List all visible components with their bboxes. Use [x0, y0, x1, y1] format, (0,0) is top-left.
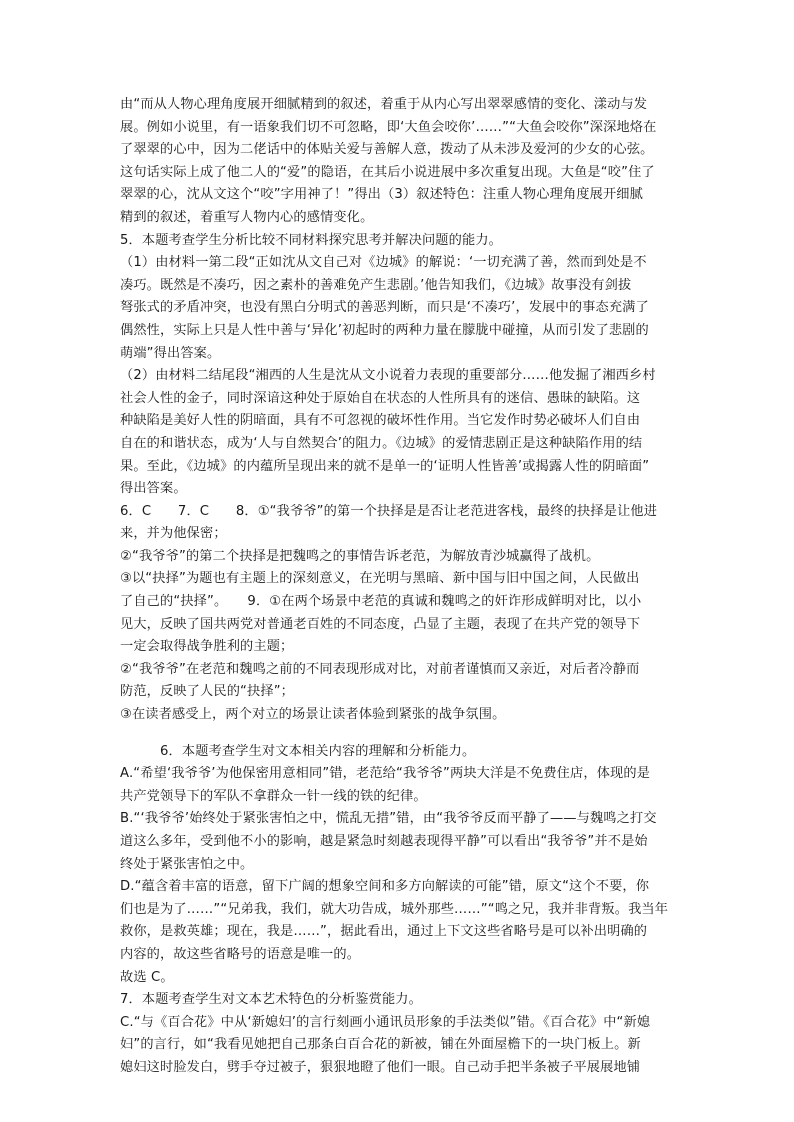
- text-line: 共产党领导下的军队不拿群众一针一线的铁的纪律。: [120, 788, 427, 804]
- text-line: C.“与《百合花》中从‘新媳妇’的言行刻画小通讯员形象的手法类似”错。《百合花》中“新媳: [120, 1014, 651, 1030]
- text-line: 6．C 7．C 8．①“我爷爷”的第一个抉择是是否让老范进客栈，最终的抉择是让他进: [120, 503, 658, 519]
- text-line: 种缺陷是美好人性的阴暗面，具有不可忽视的破坏性作用。当它发作时势必破坏人们自由: [120, 413, 641, 429]
- text-line: 防范，反映了人民的“抉择”；: [120, 684, 295, 700]
- text-line: （1）由材料一第二段“正如沈从文自己对《边城》的解说：‘一切充满了善，然而到处是不: [120, 255, 647, 271]
- text-line: D.“蕴含着丰富的语意，留下广阔的想象空间和多方向解读的可能”错，原文“这个不要，你: [120, 879, 650, 895]
- text-line: 内容的，故这些省略号的语意是唯一的。: [120, 946, 361, 962]
- text-line: （2）由材料二结尾段“湘西的人生是沈从文小说着力表现的重要部分……他发掘了湘西乡村: [120, 368, 656, 384]
- text-line: 妇”的言行，如“我看见她把自己那条白百合花的新被，铺在外面屋檐下的一块门板上。新: [120, 1037, 641, 1053]
- text-line: 们也是为了……”“兄弟我，我们，就大功告成，城外那些……”“鸣之兄，我并非背叛。我当年: [120, 901, 669, 917]
- text-line: 6．本题考查学生对文本相关内容的理解和分析能力。: [120, 743, 476, 759]
- text-line: 媳妇这时脸发白，劈手夺过被子，狠狠地瞪了他们一眼。自己动手把半条被子平展展地铺: [120, 1059, 641, 1075]
- answer-explanation-text: [120, 94, 680, 1080]
- text-line: 救你，是救英雄；现在，我是……”，据此看出，通过上下文这些省略号是可以补出明确的: [120, 924, 648, 940]
- text-line: 社会人性的金子，同时深谙这种处于原始自在状态的人性所具有的迷信、愚昧的缺陷。这: [120, 390, 641, 406]
- text-line: ②“我爷爷”在老范和魏鸣之前的不同表现形成对比，对前者谨慎而又亲近，对后者冷静而: [120, 661, 640, 677]
- text-line: 自在的和谐状态，成为‘人与自然契合’的阻力。《边城》的爱情悲剧正是这种缺陷作用的结: [120, 435, 643, 451]
- text-line: ③以“抉择”为题也有主题上的深刻意义，在光明与黑暗、新中国与旧中国之间，人民做出: [120, 571, 640, 587]
- text-line: 由“而从人物心理角度展开细腻精到的叙述，着重于从内心写出翠翠感情的变化、漾动与发: [120, 97, 648, 112]
- text-line: 故选 C。: [120, 969, 174, 985]
- text-line: 终处于紧张害怕之中。: [120, 856, 254, 872]
- text-line: 展。例如小说里，有一语象我们切不可忽略，即‘大鱼会咬你’……”“大鱼会咬你”深深地烙在: [120, 119, 657, 135]
- text-line: 翠翠的心，沈从文这个“咬”字用神了！”得出（3）叙述特色：注重人物心理角度展开细腻: [120, 187, 643, 203]
- text-line: 5．本题考查学生分析比较不同材料探究思考并解决问题的能力。: [120, 232, 502, 248]
- text-line: 精到的叙述，着重写人物内心的感情变化。: [120, 209, 374, 225]
- text-line: 凑巧。既然是不凑巧，因之素朴的善难免产生悲剧。’他告知我们，《边城》故事没有剑拔: [120, 277, 632, 293]
- text-line: ③在读者感受上，两个对立的场景让读者体验到紧张的战争氛围。: [120, 707, 506, 723]
- text-line: 果。至此，《边城》的内蕴所呈现出来的就不是单一的‘证明人性皆善’或揭露人性的阴暗面”: [120, 458, 650, 474]
- text-line: 得出答案。: [120, 481, 187, 497]
- text-line: A.“希望‘我爷爷’为他保密用意相同”错，老范给“我爷爷”两块大洋是不免费住店，体现的是: [120, 766, 651, 782]
- text-line: 了自己的“抉择”。 9．①在两个场景中老范的真诚和魏鸣之的奸诈形成鲜明对比，以小: [120, 594, 642, 610]
- text-line: 萌端”得出答案。: [120, 345, 221, 361]
- text-line: 了翠翠的心中，因为二佬话中的体贴关爱与善解人意，拨动了从未涉及爱河的少女的心弦。: [120, 142, 654, 158]
- text-line: 见大，反映了国共两党对普通老百姓的不同态度，凸显了主题，表现了在共产党的领导下: [120, 616, 641, 632]
- text-line: 7．本题考查学生对文本艺术特色的分析鉴赏能力。: [120, 992, 422, 1008]
- text-line: 弩张式的矛盾冲突，也没有黑白分明式的善恶判断，而只是‘不凑巧’，发展中的事态充满了: [120, 300, 649, 316]
- text-line: B.“‘我爷爷’始终处于紧张害怕之中，慌乱无措”错，由“我爷爷反而平静了——与魏鸣之打交: [120, 811, 657, 827]
- text-line: 道这么多年，受到他不小的影响，越是紧急时刻越表现得平静”可以看出“我爷爷”并不是始: [120, 834, 648, 849]
- text-line: 偶然性，实际上只是人性中善与‘异化’初起时的两种力量在朦胧中碰撞，从而引发了悲剧的: [120, 322, 649, 338]
- text-line: 来，并为他保密；: [120, 526, 227, 542]
- text-line: 一定会取得战争胜利的主题；: [120, 639, 294, 655]
- text-line: [120, 727, 680, 741]
- text-line: ②“我爷爷”的第二个抉择是把魏鸣之的事情告诉老范，为解放青沙城赢得了战机。: [120, 548, 600, 564]
- text-line: 这句话实际上成了他二人的“爱”的隐语，在其后小说进展中多次重复出现。大鱼是“咬”住了: [120, 164, 655, 180]
